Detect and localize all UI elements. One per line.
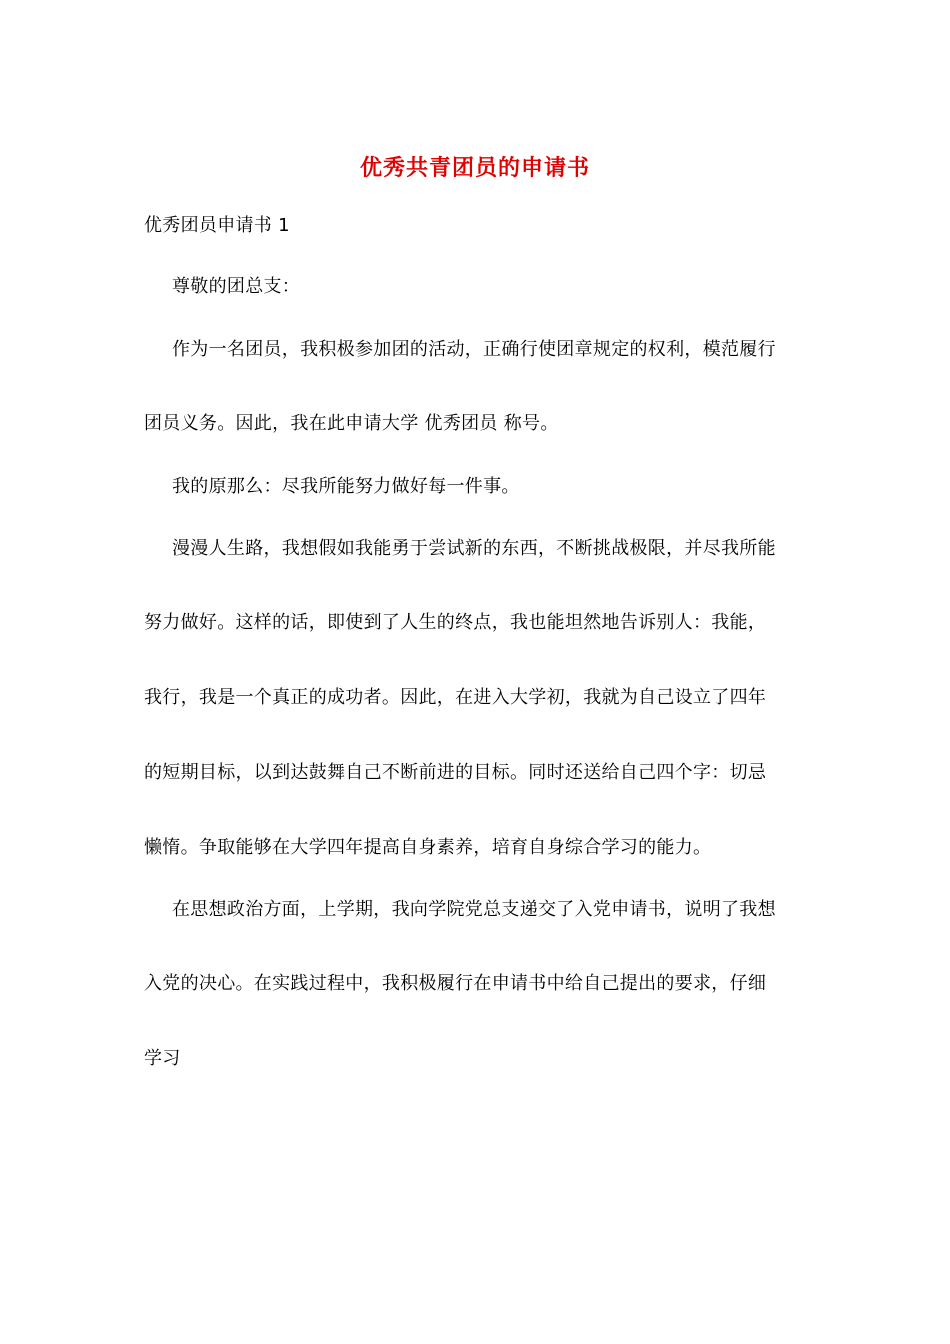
paragraph-line: 我的原那么：尽我所能努力做好每一件事。	[172, 476, 520, 497]
paragraph-line: 学习	[144, 1048, 181, 1069]
section-heading: 优秀团员申请书 1	[144, 215, 290, 236]
document-title: 优秀共青团员的申请书	[359, 155, 590, 181]
paragraph-line: 的短期目标，以到达鼓舞自己不断前进的目标。同时还送给自己四个字：切忌	[144, 762, 767, 783]
paragraph-line: 入党的决心。在实践过程中，我积极履行在申请书中给自己提出的要求，仔细	[144, 973, 767, 994]
salutation: 尊敬的团总支：	[172, 276, 301, 297]
paragraph-line: 作为一名团员，我积极参加团的活动，正确行使团章规定的权利，模范履行	[172, 339, 776, 360]
paragraph-line: 团员义务。因此，我在此申请大学 优秀团员 称号。	[144, 413, 559, 434]
paragraph-line: 在思想政治方面，上学期，我向学院党总支递交了入党申请书，说明了我想	[172, 899, 776, 920]
paragraph-line: 懒惰。争取能够在大学四年提高自身素养，培育自身综合学习的能力。	[144, 837, 712, 858]
paragraph-line: 我行，我是一个真正的成功者。因此，在进入大学初，我就为自己设立了四年	[144, 687, 767, 708]
paragraph-line: 努力做好。这样的话，即使到了人生的终点，我也能坦然地告诉别人：我能，	[144, 612, 767, 633]
paragraph-line: 漫漫人生路，我想假如我能勇于尝试新的东西，不断挑战极限，并尽我所能	[172, 538, 776, 559]
